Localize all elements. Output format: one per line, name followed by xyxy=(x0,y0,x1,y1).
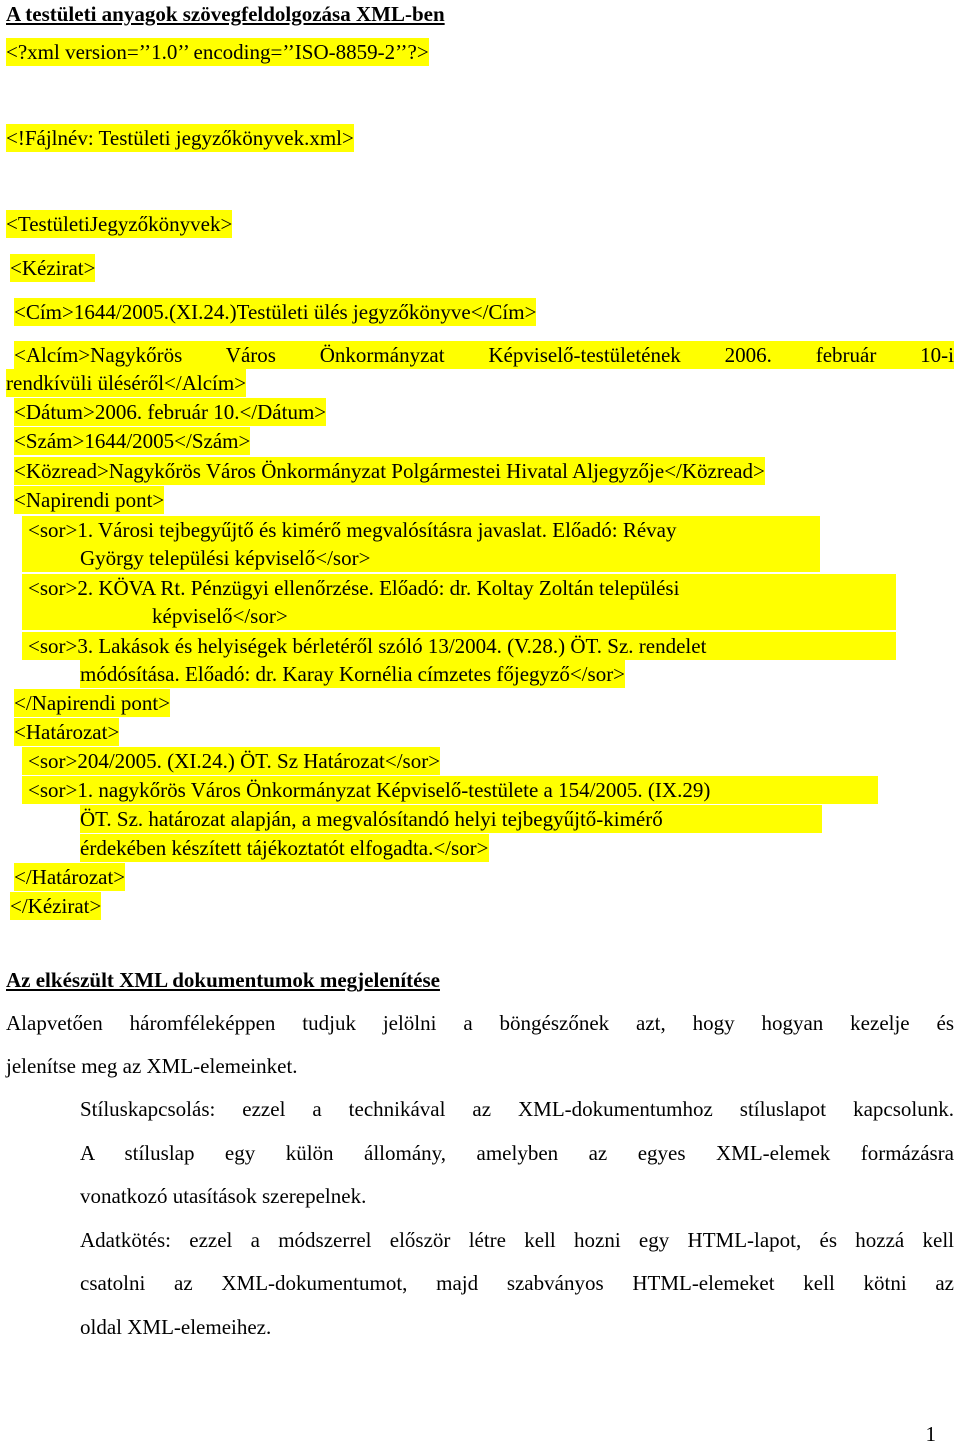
xml-alcim-line-2: rendkívüli üléséről</Alcím> xyxy=(6,371,247,395)
xml-datum-line: <Dátum>2006. február 10.</Dátum> xyxy=(14,400,327,424)
xml-kozread-line: <Közread>Nagykőrös Város Önkormányzat Polgármestei Hivatal Aljegyzője</Közread> xyxy=(14,459,765,483)
xml-hatarozat-open-line: <Határozat> xyxy=(14,720,120,744)
para3-line-1: Adatkötés: ezzel a módszerrel először létre kell hozni egy HTML-lapot, és hozzá kell xyxy=(80,1228,954,1252)
para2-line-3: vonatkozó utasítások szerepelnek. xyxy=(80,1184,367,1208)
para3-line-2: csatolni az XML-dokumentumot, majd szabványos HTML-elemeket kell kötni az xyxy=(80,1271,954,1295)
xml-szam-line: <Szám>1644/2005</Szám> xyxy=(14,429,251,453)
xml-hatarozat1-line-2: ÖT. Sz. határozat alapján, a megvalósítandó helyi tejbegyűjtő-kimérő xyxy=(80,807,663,831)
xml-hatarozat1-line-3: érdekében készített tájékoztatót elfogadta.</sor> xyxy=(80,836,489,860)
xml-sor3-line-2: módósítása. Előadó: dr. Karay Kornélia címzetes főjegyző</sor> xyxy=(80,662,626,686)
xml-cim-line: <Cím>1644/2005.(XI.24.)Testületi ülés jegyzőkönyve</Cím> xyxy=(14,300,537,324)
xml-root-open-line: <TestületiJegyzőkönyvek> xyxy=(6,212,233,236)
xml-kezirat-close-line: </Kézirat> xyxy=(10,894,102,918)
xml-hatarozat-sor-line: <sor>204/2005. (XI.24.) ÖT. Sz Határozat</sor> xyxy=(22,747,440,775)
document-title: A testületi anyagok szövegfeldolgozása XML-ben xyxy=(6,2,445,26)
xml-kezirat-open-line: <Kézirat> xyxy=(10,256,96,280)
para1-line-1: Alapvetően háromféleképpen tudjuk jelölni a böngészőnek azt, hogy hogyan kezelje és xyxy=(6,1011,954,1035)
xml-sor3-line-1: <sor>3. Lakások és helyiségek bérletéről szóló 13/2004. (V.28.) ÖT. Sz. rendelet xyxy=(28,634,707,658)
xml-sor2-line-1: <sor>2. KÖVA Rt. Pénzügyi ellenőrzése. Előadó: dr. Koltay Zoltán települési xyxy=(28,576,680,600)
para3-line-3: oldal XML-elemeihez. xyxy=(80,1315,272,1339)
section-heading: Az elkészült XML dokumentumok megjelenítése xyxy=(6,968,440,992)
xml-alcim-line-1: <Alcím>Nagykőrös Város Önkormányzat Képviselő-testületének 2006. február 10-i xyxy=(14,343,954,367)
para2-line-1: Stíluskapcsolás: ezzel a technikával az XML-dokumentumhoz stíluslapot kapcsolunk. xyxy=(80,1097,954,1121)
xml-napirend-open-line: <Napirendi pont> xyxy=(14,488,165,512)
page-number: 1 xyxy=(925,1422,936,1446)
xml-hatarozat-close-line: </Határozat> xyxy=(14,865,126,889)
xml-sor2-line-2: képviselő</sor> xyxy=(152,604,288,628)
para1-line-2: jelenítse meg az XML-elemeinket. xyxy=(6,1054,298,1078)
xml-napirend-close-line: </Napirendi pont> xyxy=(14,691,171,715)
para2-line-2: A stíluslap egy külön állomány, amelyben az egyes XML-elemek formázásra xyxy=(80,1141,954,1165)
xml-hatarozat1-line-1: <sor>1. nagykőrös Város Önkormányzat Képviselő-testülete a 154/2005. (IX.29) xyxy=(28,778,711,802)
xml-filename-line: <!Fájlnév: Testületi jegyzőkönyvek.xml> xyxy=(6,126,354,150)
xml-sor1-line-1: <sor>1. Városi tejbegyűjtő és kimérő megvalósításra javaslat. Előadó: Révay xyxy=(28,518,677,542)
xml-declaration-line: <?xml version=’’1.0’’ encoding=’’ISO-8859-2’’?> xyxy=(6,40,429,64)
xml-sor1-line-2: György települési képviselő</sor> xyxy=(80,546,371,570)
